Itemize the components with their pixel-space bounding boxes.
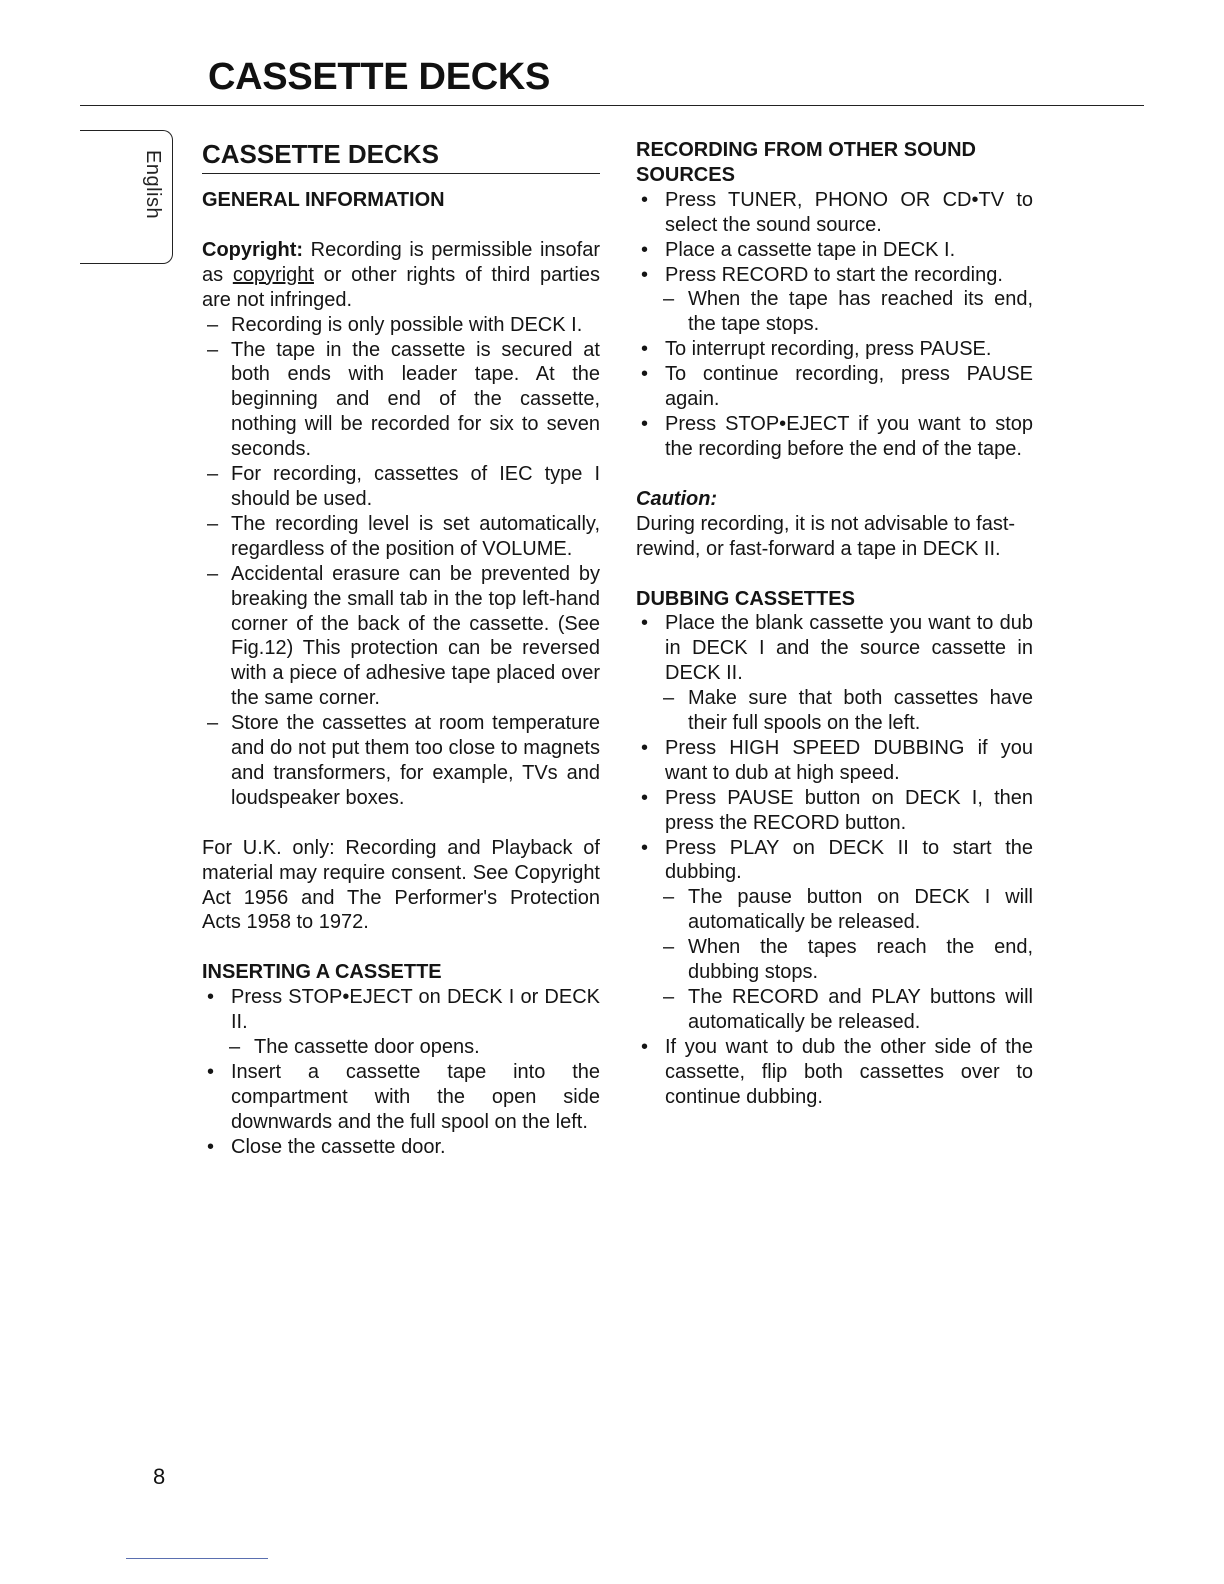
list-item: • Place a cassette tape in DECK I. <box>636 238 1033 263</box>
list-item: – Store the cassettes at room temperature and do not put them too close to magnets and transformers, for example, TVs and loudspeaker boxes. <box>202 711 600 811</box>
copyright-paragraph <box>202 238 600 313</box>
list-subitem: – Make sure that both cassettes have their full spools on the left. <box>636 686 1033 736</box>
list-item: • Press PLAY on DECK II to start the dubbing. <box>636 836 1033 886</box>
caution-label: Caution: <box>636 487 718 510</box>
caution-text: During recording, it is not advisable to fast-rewind, or fast-forward a tape in DECK II. <box>636 512 1016 560</box>
list-item: – The recording level is set automatically, regardless of the position of VOLUME. <box>202 512 600 562</box>
list-item: • Press PAUSE button on DECK I, then press the RECORD button. <box>636 786 1033 836</box>
section-title-rule <box>202 173 600 174</box>
page-title: CASSETTE DECKS <box>208 56 551 98</box>
list-item: • Press HIGH SPEED DUBBING if you want to dub at high speed. <box>636 736 1033 786</box>
footer-rule <box>126 1558 268 1559</box>
copyright-rest: or other rights of third parties are not infringed. <box>202 263 600 311</box>
list-subitem: – The RECORD and PLAY buttons will automatically be released. <box>636 985 1033 1035</box>
list-item: • Insert a cassette tape into the compartment with the open side downwards and the full spool on the left. <box>202 1060 600 1135</box>
dubbing-heading: DUBBING CASSETTES <box>636 587 855 610</box>
list-item: – Accidental erasure can be prevented by breaking the small tab in the top left-hand corner of the back of the cassette. (See Fig.12) This protection can be reversed with a piece of adhesive tape placed over the same corner. <box>202 562 600 711</box>
list-item: – For recording, cassettes of IEC type I should be used. <box>202 462 600 512</box>
inserting-heading: INSERTING A CASSETTE <box>202 961 442 984</box>
list-subitem: – When the tapes reach the end, dubbing stops. <box>636 935 1033 985</box>
section-title: CASSETTE DECKS <box>202 139 439 169</box>
language-tab-label: English <box>142 150 164 220</box>
general-information-list <box>202 313 600 811</box>
copyright-intro: Recording is permissible insofar as <box>202 238 600 286</box>
list-subitem: – The cassette door opens. <box>202 1035 600 1060</box>
inserting-list <box>202 985 600 1159</box>
uk-note: For U.K. only: Recording and Playback of material may require consent. See Copyright Act 1956 and The Performer's Protection Acts 1958 to 1972. <box>202 836 600 934</box>
right-column <box>636 138 1033 1110</box>
list-item: • Press RECORD to start the recording. <box>636 263 1033 288</box>
list-item: – Recording is only possible with DECK I. <box>202 313 600 338</box>
list-item: • Press STOP•EJECT if you want to stop the recording before the end of the tape. <box>636 412 1033 462</box>
list-subitem: – When the tape has reached its end, the tape stops. <box>636 287 1033 337</box>
list-item: • To continue recording, press PAUSE again. <box>636 362 1033 412</box>
list-item: • To interrupt recording, press PAUSE. <box>636 337 1033 362</box>
copyright-word: copyright <box>232 263 314 286</box>
list-item: • Press TUNER, PHONO OR CD•TV to select the sound source. <box>636 188 1033 238</box>
list-subitem: – The pause button on DECK I will automatically be released. <box>636 885 1033 935</box>
list-item: • Place the blank cassette you want to dub in DECK I and the source cassette in DECK II. <box>636 611 1033 686</box>
dubbing-list <box>636 611 1033 1109</box>
copyright-label: Copyright: <box>202 238 304 261</box>
list-item: – The tape in the cassette is secured at both ends with leader tape. At the beginning and end of the cassette, nothing will be recorded for six to seven seconds. <box>202 338 600 463</box>
list-item: • Close the cassette door. <box>202 1135 600 1160</box>
recording-list <box>636 188 1033 462</box>
header-rule <box>80 105 1144 106</box>
recording-heading: RECORDING FROM OTHER SOUND SOURCES <box>636 139 976 186</box>
general-information-heading: GENERAL INFORMATION <box>202 189 445 211</box>
left-column <box>202 138 600 1160</box>
list-item: • If you want to dub the other side of the cassette, flip both cassettes over to continue dubbing. <box>636 1035 1033 1110</box>
list-item: • Press STOP•EJECT on DECK I or DECK II. <box>202 985 600 1035</box>
page-number: 8 <box>153 1464 166 1489</box>
